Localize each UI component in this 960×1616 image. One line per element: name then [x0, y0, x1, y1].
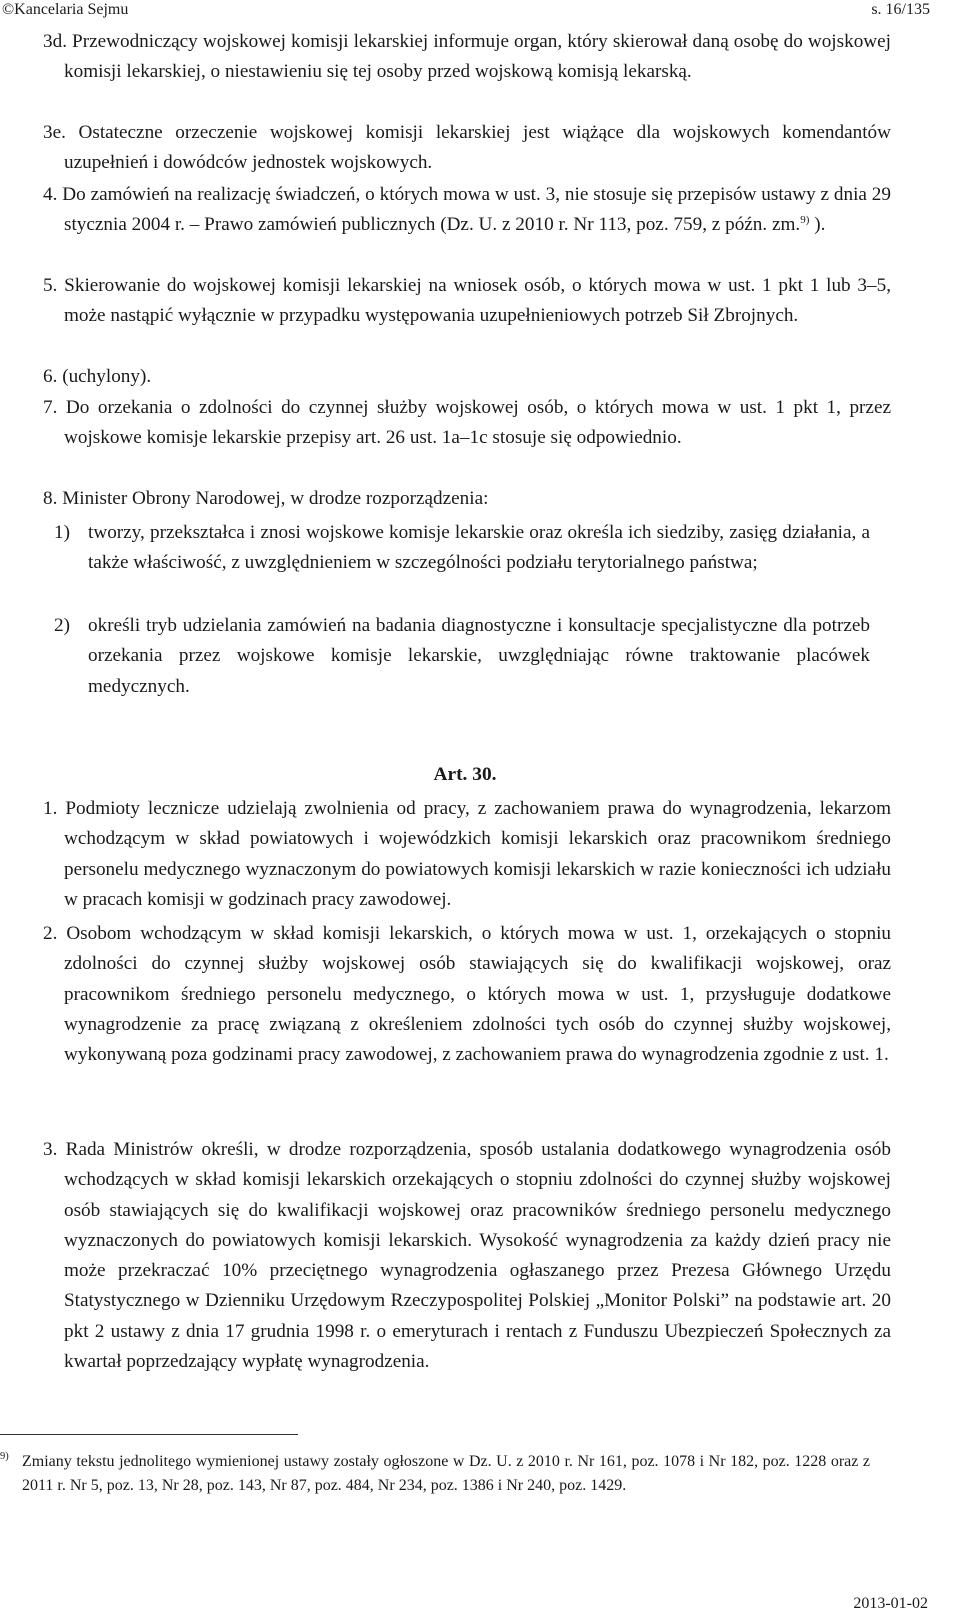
list-item: [54, 518, 870, 579]
paragraph-5: 5. Skierowanie do wojskowej komisji lekarskiej na wniosek osób, o których mowa w ust. 1 pkt 1 lub 3–5, może nastąpić wyłącznie w przypadku występowania uzupełnieniowych potrzeb Sił Zbrojnych.: [43, 275, 891, 327]
footnote: [0, 1450, 870, 1497]
paragraph-6: 6. (uchylony).: [43, 366, 152, 387]
list-item: [54, 611, 870, 702]
footnote-divider: [0, 1434, 298, 1435]
paragraph-3e: 3e. Ostateczne orzeczenie wojskowej komisji lekarskiej jest wiążące dla wojskowych komendantów uzupełnień i dowódców jednostek wojskowych.: [43, 122, 891, 174]
article-title: Art. 30.: [433, 764, 497, 785]
footnote-text: Zmiany tekstu jednolitego wymienionej ustawy zostały ogłoszone w Dz. U. z 2010 r. Nr 161, poz. 1078 i Nr 182, poz. 1228 oraz z 2011 r. Nr 5, poz. 13, Nr 28, poz. 143, Nr 87, poz. 484, Nr 234, poz. 1386 i Nr 240, poz. 1429.: [22, 1453, 870, 1494]
header-publisher: ©Kancelaria Sejmu: [2, 1, 129, 18]
article-paragraph-2: 2. Osobom wchodzącym w skład komisji lekarskich, o których mowa w ust. 1, orzekających o stopniu zdolności do czynnej służby wojskowej osób stawiających się do kwalifikacji wojskowej, oraz pracownikom średniego personelu medycznego, o których mowa w ust. 1, przysługuje dodatkowe wynagrodzenie za pracę związaną z określeniem zdolności tych osób do czynnej służby wojskowej, wykonywaną poza godzinami pracy zawodowej, z zachowaniem prawa do wynagrodzenia zgodnie z ust. 1.: [43, 923, 891, 1066]
list-item-text: tworzy, przekształca i znosi wojskowe komisje lekarskie oraz określa ich siedziby, zasięg działania, a także właściwość, z uwzględnieniem w szczególności podziału terytorialnego państwa;: [88, 522, 870, 574]
paragraph-4-end: ).: [814, 214, 826, 236]
article-paragraph-1: 1. Podmioty lecznicze udzielają zwolnienia od pracy, z zachowaniem prawa do wynagrodzenia, lekarzom wchodzącym w skład powiatowych i wojewódzkich komisji lekarskich oraz pracownikom średniego personelu medycznego wyznaczonym do powiatowych komisji lekarskich w razie konieczności ich udziału w pracach komisji w godzinach pracy zawodowej.: [43, 798, 891, 910]
footer-date: 2013-01-02: [853, 1595, 928, 1612]
article-paragraph-3: 3. Rada Ministrów określi, w drodze rozporządzenia, sposób ustalania dodatkowego wynagrodzenia osób wchodzących w skład komisji lekarskich orzekających o stopniu zdolności do czynnej służby wojskowej osób stawiających się do kwalifikacji wojskowej oraz pracowników średniego personelu medycznego wyznaczonych do powiatowych komisji lekarskich. Wysokość wynagrodzenia za każdy dzień pracy nie może przekraczać 10% przeciętnego wynagrodzenia ogłaszanego przez Prezesa Głównego Urzędu Statystycznego w Dzienniku Urzędowym Rzeczypospolitej Polskiej „Monitor Polski” na podstawie art. 20 pkt 2 ustawy z dnia 17 grudnia 1998 r. o emeryturach i rentach z Funduszu Ubezpieczeń Społecznych za kwartał poprzedzający wypłatę wynagrodzenia.: [43, 1139, 891, 1373]
footnote-mark: 9): [0, 1451, 9, 1462]
footnote-ref-9: 9): [800, 214, 810, 227]
list-item-number: 2): [54, 615, 70, 636]
paragraph-4-text: 4. Do zamówień na realizację świadczeń, o których mowa w ust. 3, nie stosuje się przepisów ustawy z dnia 29 stycznia 2004 r. – Prawo zamówień publicznych (Dz. U. z 2010 r. Nr 113, poz. 759, z późn. zm.: [43, 184, 891, 236]
list-item-text: określi tryb udzielania zamówień na badania diagnostyczne i konsultacje specjalistyczne dla potrzeb orzekania przez wojskowe komisje lekarskie, uwzględniając równe traktowanie placówek medycznych.: [88, 615, 870, 697]
paragraph-3d: 3d. Przewodniczący wojskowej komisji lekarskiej informuje organ, który skierował daną osobę do wojskowej komisji lekarskiej, o niestawieniu się tej osoby przed wojskową komisją lekarską.: [43, 31, 891, 83]
paragraph-7: 7. Do orzekania o zdolności do czynnej służby wojskowej osób, o których mowa w ust. 1 pkt 1, przez wojskowe komisje lekarskie przepisy art. 26 ust. 1a–1c stosuje się odpowiednio.: [43, 397, 891, 449]
paragraph-4: [43, 180, 891, 241]
paragraph-8: 8. Minister Obrony Narodowej, w drodze rozporządzenia:: [43, 488, 489, 509]
page-number: s. 16/135: [871, 1, 930, 18]
list-item-number: 1): [54, 522, 70, 543]
